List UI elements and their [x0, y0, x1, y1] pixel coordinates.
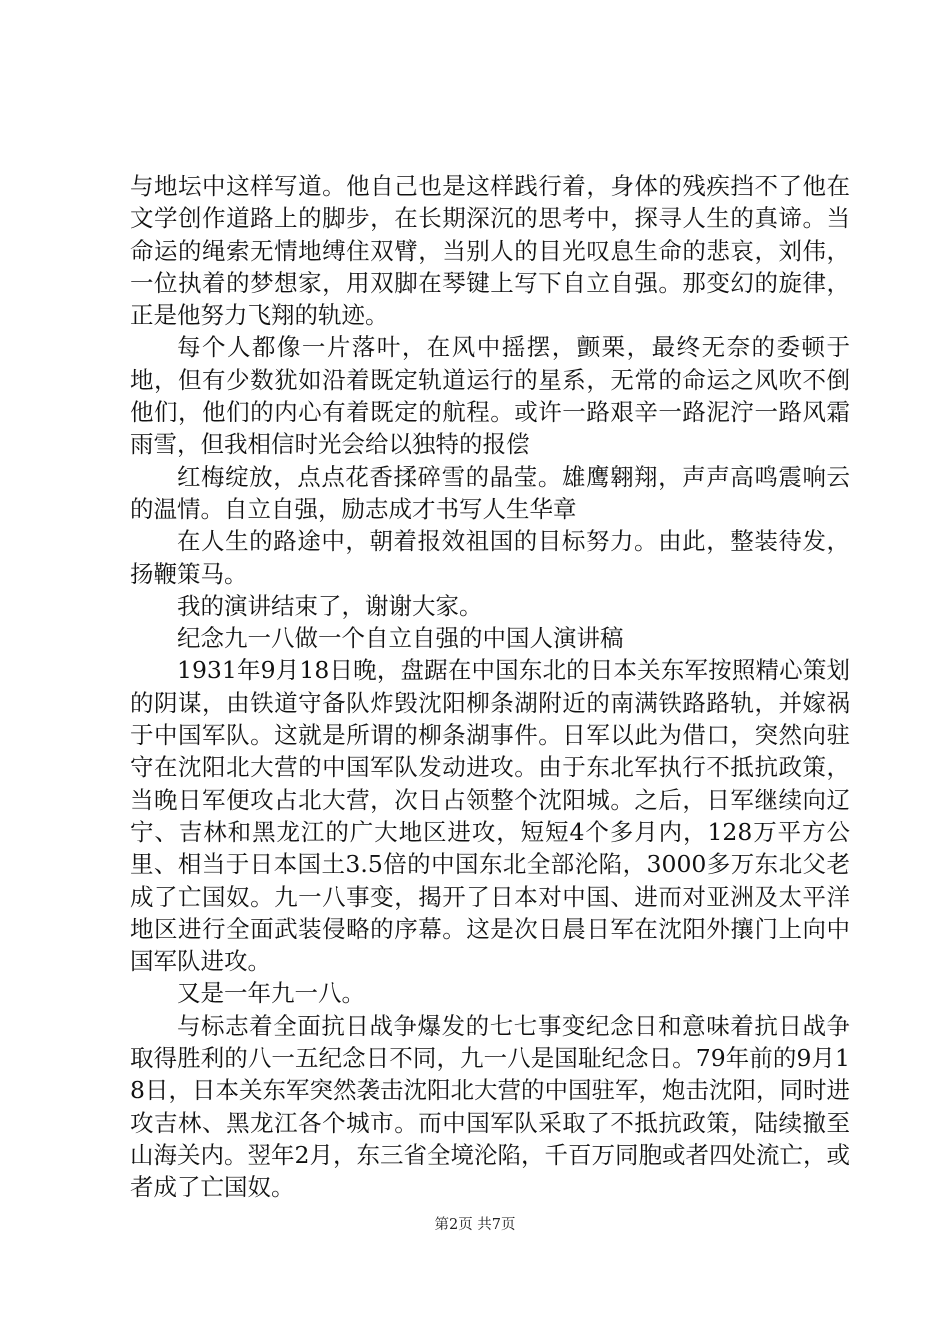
paragraph: 与地坛中这样写道。他自己也是这样践行着，身体的残疾挡不了他在文学创作道路上的脚步，在长期深沉的思考中，探寻人生的真谛。当命运的绳索无情地缚住双臂，当别人的目光叹息生命的悲哀，刘伟，一位执着的梦想家，用双脚在琴键上写下自立自强。那变幻的旋律，正是他努力飞翔的轨迹。	[130, 172, 850, 330]
paragraph: 又是一年九一八。	[177, 979, 365, 1008]
paragraph: 1931年9月18日晚，盘踞在中国东北的日本关东军按照精心策划的阴谋，由铁道守备队炸毁沈阳柳条湖附近的南满铁路路轨，并嫁祸于中国军队。这就是所谓的柳条湖事件。日军以此为借口，突然向驻守在沈阳北大营的中国军队发动进攻。由于东北军执行不抵抗政策，当晚日军便攻占北大营，次日占领整个沈阳城。之后，日军继续向辽宁、吉林和黑龙江的广大地区进攻，短短4个多月内，128万平方公里、相当于日本国土3.5倍的中国东北全部沦陷，3000多万东北父老成了亡国奴。九一八事变，揭开了日本对中国、进而对亚洲及太平洋地区进行全面武装侵略的序幕。这是次日晨日军在沈阳外攘门上向中国军队进攻。	[130, 656, 850, 976]
section-title: 纪念九一八做一个自立自强的中国人演讲稿	[177, 624, 624, 653]
page-footer: 第2页 共7页	[434, 1217, 516, 1233]
paragraph: 在人生的路途中，朝着报效祖国的目标努力。由此，整装待发，扬鞭策马。	[130, 527, 850, 588]
document-body	[130, 170, 850, 1204]
paragraph: 红梅绽放，点点花香揉碎雪的晶莹。雄鹰翱翔，声声高鸣震响云的温情。自立自强，励志成才书写人生华章	[130, 462, 850, 523]
paragraph: 每个人都像一片落叶，在风中摇摆，颤栗，最终无奈的委顿于地，但有少数犹如沿着既定轨道运行的星系，无常的命运之风吹不倒他们，他们的内心有着既定的航程。或许一路艰辛一路泥泞一路风霜雨雪，但我相信时光会给以独特的报偿	[130, 333, 850, 459]
paragraph: 我的演讲结束了，谢谢大家。	[177, 591, 483, 620]
paragraph: 与标志着全面抗日战争爆发的七七事变纪念日和意味着抗日战争取得胜利的八一五纪念日不同，九一八是国耻纪念日。79年前的9月18日，日本关东军突然袭击沈阳北大营的中国驻军，炮击沈阳，同时进攻吉林、黑龙江各个城市。而中国军队采取了不抵抗政策，陆续撤至山海关内。翌年2月，东三省全境沦陷，千百万同胞或者四处流亡，或者成了亡国奴。	[130, 1011, 850, 1202]
